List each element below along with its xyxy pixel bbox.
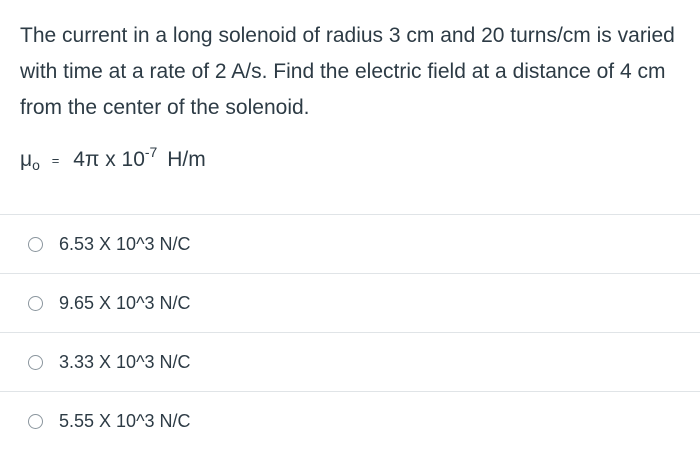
answer-option-4[interactable] [0,392,700,451]
constant-line [20,142,206,180]
answer-option-3[interactable] [0,333,700,392]
constant-unit: H/m [167,148,206,171]
answer-list [0,214,700,451]
answer-label[interactable]: 6.53 X 10^3 N/C [59,233,191,254]
equals-sign: = [51,153,60,168]
answer-label[interactable]: 9.65 X 10^3 N/C [59,292,191,313]
answer-option-1[interactable] [0,215,700,274]
answer-label[interactable]: 5.55 X 10^3 N/C [59,411,191,431]
mu-subscript: o [32,157,40,173]
radio-button-icon[interactable] [28,296,43,311]
question-text: The current in a long solenoid of radius 3 cm and 20 turns/cm is varied with time at a rate of 2 A/s. Find the electric field at a distance of 4 cm from the center of the solenoid. [20,24,675,119]
radio-button-icon[interactable] [28,414,43,429]
answer-option-2[interactable] [0,274,700,333]
constant-value: 4π x 10 [73,148,145,171]
constant-exponent: -7 [144,144,158,160]
radio-button-icon[interactable] [28,355,43,370]
mu-symbol: μ [20,148,33,171]
answer-label[interactable]: 3.33 X 10^3 N/C [59,351,191,372]
radio-button-icon[interactable] [28,237,43,252]
